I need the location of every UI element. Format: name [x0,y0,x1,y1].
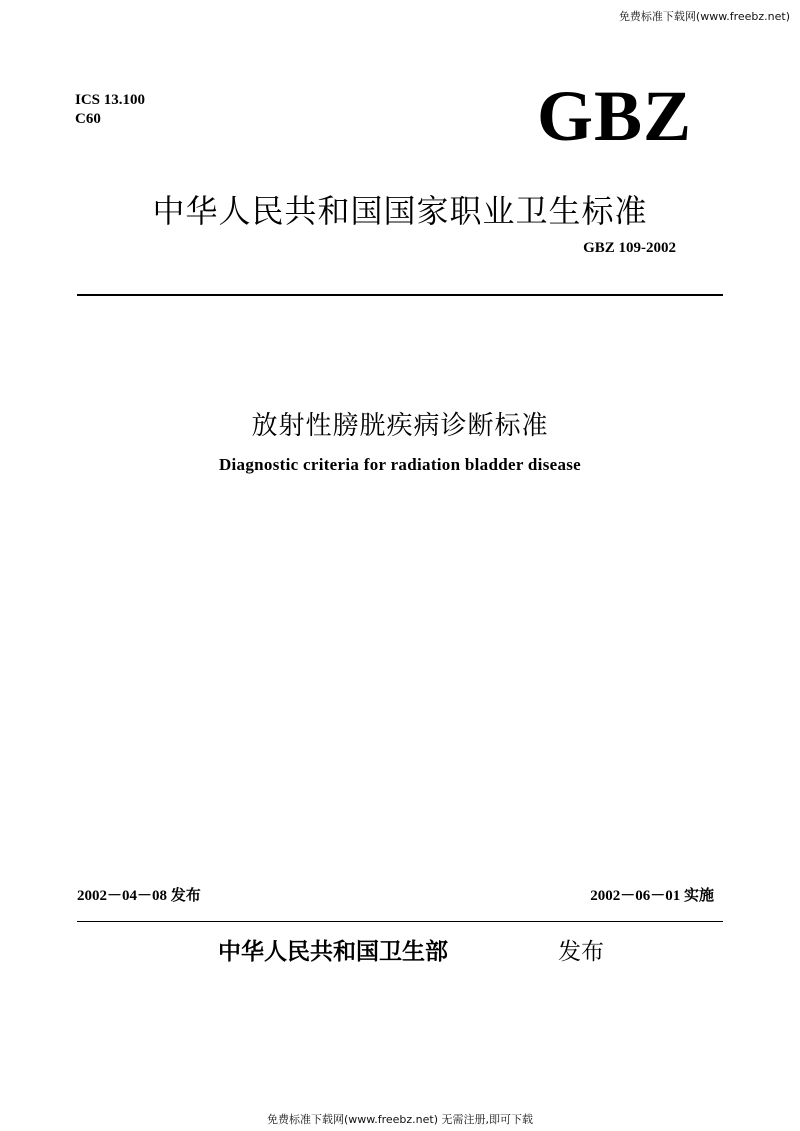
classification-code: C60 [75,111,101,127]
document-title-english: Diagnostic criteria for radiation bladder disease [218,455,582,474]
issuer-name: 中华人民共和国卫生部 [218,939,448,965]
issue-date: 2002－04－08 发布 [77,888,201,904]
implementation-date: 2002－06－01 实施 [590,888,714,904]
gbz-logo: GBZ [536,76,692,156]
header-divider [77,294,723,296]
national-standard-title: 中华人民共和国国家职业卫生标准 [152,192,648,230]
issuer-action: 发布 [558,939,604,965]
bottom-watermark: 免费标准下载网(www.freebz.net) 无需注册,即可下载 [266,1113,534,1126]
footer-divider [77,921,723,922]
document-title-chinese: 放射性膀胱疾病诊断标准 [251,411,549,441]
ics-code: ICS 13.100 [75,92,146,108]
top-watermark: 免费标准下载网(www.freebz.net) [618,10,790,23]
standard-number: GBZ 109-2002 [583,240,676,256]
